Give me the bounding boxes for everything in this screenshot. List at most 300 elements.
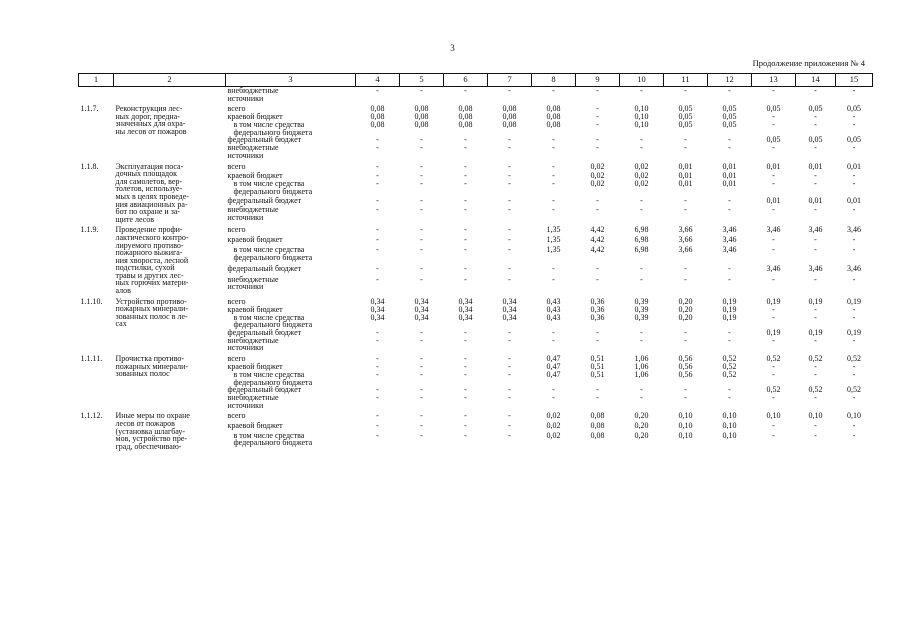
value-cell: 0,10 [634, 120, 649, 130]
value-cell: - [376, 225, 379, 235]
value-cell: - [376, 245, 379, 255]
item-name-line: пожарных минерали- [115, 304, 189, 314]
value-cell: - [376, 274, 379, 284]
value-cell: - [814, 245, 817, 255]
value-cell: - [464, 86, 467, 95]
funding-source [226, 276, 356, 295]
item-name-line: град, обеспечиваю- [115, 441, 182, 451]
item-name-line: алов [115, 286, 131, 296]
item-code [79, 87, 114, 103]
value-cell: - [814, 421, 817, 431]
funding-source [226, 144, 356, 159]
value-cell: - [772, 235, 775, 245]
value-cell: - [464, 362, 467, 372]
value-cell: - [728, 274, 731, 284]
value-cell: - [596, 135, 599, 145]
funding-source-line: федерального бюджета [233, 127, 313, 137]
funding-source-line: федерального бюджета [233, 377, 313, 387]
value-cell: 0,56 [678, 370, 693, 380]
value-cell: - [464, 205, 467, 215]
value-cell: 1,35 [546, 225, 561, 235]
value-cell: - [684, 327, 687, 337]
value-cell: 0,19 [722, 304, 737, 314]
value-cell: - [814, 143, 817, 153]
value-cell: 0,34 [414, 304, 429, 314]
value-cell: 0,08 [546, 120, 561, 130]
value-cell: - [376, 421, 379, 431]
value-cell: - [684, 196, 687, 206]
value-cell: - [814, 362, 817, 372]
value-cell: - [552, 264, 555, 274]
column-header-13: 13 [752, 74, 796, 87]
value-cell: 0,08 [590, 430, 605, 440]
item-code: 1.1.9. [80, 225, 99, 235]
value-cell: - [684, 335, 687, 345]
table-body [79, 87, 873, 454]
value-cell: 4,42 [590, 245, 605, 255]
value-cell: 0,05 [808, 104, 823, 114]
funding-source-line: внебюджетные [227, 205, 279, 215]
value-cell: - [508, 411, 511, 421]
value-cell: 0,08 [590, 421, 605, 431]
value-cell: 0,08 [414, 112, 429, 122]
value-cell: - [852, 235, 856, 245]
value-cell: 0,39 [634, 304, 649, 314]
value-cell: - [464, 170, 467, 180]
value-cell: 0,43 [546, 296, 561, 306]
value-cell: - [814, 179, 817, 189]
item-name [114, 87, 226, 103]
value-cell: - [814, 120, 817, 130]
funding-source-line: всего [227, 411, 246, 421]
value-cell: 3,46 [722, 225, 737, 235]
value-cell: - [508, 335, 511, 345]
value-cell: - [464, 385, 467, 395]
column-header-15: 15 [836, 74, 873, 87]
value-cell: 0,47 [546, 354, 561, 364]
item-name [114, 412, 226, 450]
value-cell: 0,36 [590, 304, 605, 314]
column-header-5: 5 [400, 74, 444, 87]
value-cell: - [552, 86, 555, 95]
item-name-line: пожарного выжига- [115, 248, 183, 258]
value-cell: - [376, 161, 379, 171]
value-cell: - [552, 393, 555, 403]
value-cell: - [464, 393, 467, 403]
value-cell: 0,05 [847, 104, 861, 114]
value-cell: - [420, 196, 423, 206]
table-row [79, 87, 873, 103]
funding-source-line: внебюджетные [227, 335, 279, 345]
funding-source-line: в том числе средства [233, 430, 305, 440]
value-cell: 0,05 [722, 112, 737, 122]
funding-source-line: внебюджетные [227, 143, 279, 153]
value-cell: - [640, 86, 643, 95]
column-header-3: 3 [226, 74, 356, 87]
column-header-6: 6 [444, 74, 488, 87]
value-cell: - [464, 235, 467, 245]
value-cell: - [596, 104, 599, 114]
item-name-line: подстилки, сухой [115, 263, 175, 273]
funding-source-line: краевой бюджет [227, 421, 283, 431]
value-cell: 0,08 [546, 104, 561, 114]
value-cell: 0,08 [414, 120, 429, 130]
item-name-line: дочных площадок [115, 169, 177, 179]
value-cell: - [772, 393, 775, 403]
item-code: 1.1.8. [80, 161, 99, 171]
value-cell: - [814, 170, 817, 180]
value-cell: 0,05 [678, 112, 693, 122]
item-name-line: ных горючих матери- [115, 278, 189, 288]
funding-source-line: источники [227, 282, 264, 292]
value-cell: - [420, 179, 423, 189]
value-cell: - [420, 370, 423, 380]
value-cell: - [814, 86, 817, 95]
funding-source [226, 371, 356, 386]
item-name-line: толетов, используе- [115, 184, 183, 194]
value-cell: - [772, 120, 775, 130]
item-name-line: лируемого противо- [115, 240, 184, 250]
value-cell: 0,08 [458, 120, 473, 130]
value-cell: 0,02 [634, 170, 649, 180]
value-cell: - [420, 411, 423, 421]
value-cell: - [420, 143, 423, 153]
column-header-7: 7 [488, 74, 532, 87]
item-name-line: Реконструкция лес- [115, 104, 183, 114]
value-cell: 0,02 [634, 161, 649, 171]
value-cell: 1,35 [546, 245, 561, 255]
value-cell: 0,52 [808, 354, 823, 364]
value-cell: - [772, 362, 775, 372]
value-cell: - [728, 196, 731, 206]
value-cell: - [728, 143, 731, 153]
value-cell: 0,52 [766, 385, 781, 395]
item-name-line: пожарных минерали- [115, 361, 189, 371]
value-cell: - [728, 86, 731, 95]
table-row [79, 226, 873, 236]
value-cell: - [640, 385, 643, 395]
value-cell: 0,01 [808, 161, 823, 171]
value-cell: 0,19 [766, 296, 781, 306]
funding-source-line: внебюджетные [227, 393, 279, 403]
value-cell: 0,34 [370, 304, 385, 314]
value-cell: 0,51 [590, 370, 605, 380]
funding-source-line: федерального бюджета [233, 438, 313, 448]
value-cell: - [814, 370, 817, 380]
item-name-line: ния хвороста, лесной [115, 255, 189, 265]
value-cell: 0,05 [722, 104, 737, 114]
value-cell: - [814, 312, 817, 322]
value-cell: 0,52 [722, 354, 737, 364]
value-cell: - [376, 205, 379, 215]
value-cell: 0,19 [722, 312, 737, 322]
value-cell: - [772, 179, 775, 189]
value-cell: - [508, 135, 511, 145]
value-cell: - [552, 161, 555, 171]
value-cell: - [728, 393, 731, 403]
value-cell: 0,01 [766, 196, 781, 206]
value-cell: 0,01 [766, 161, 781, 171]
funding-source [226, 121, 356, 136]
value-cell: - [596, 205, 599, 215]
value-cell: - [508, 196, 511, 206]
value-cell: 0,10 [678, 421, 693, 431]
value-cell: 0,19 [722, 296, 737, 306]
value-cell: - [376, 362, 379, 372]
value-cell: - [552, 170, 555, 180]
value-cell: - [852, 112, 856, 122]
value-cell: - [376, 143, 379, 153]
value-cell: 0,43 [546, 312, 561, 322]
value-cell: - [596, 86, 599, 95]
value-cell: 3,46 [766, 264, 781, 274]
value-cell: - [420, 161, 423, 171]
value-cell: - [508, 205, 511, 215]
value-cell: 0,05 [766, 135, 781, 145]
item-name-line: сах [115, 319, 127, 329]
value-cell: - [684, 143, 687, 153]
value-cell: - [596, 196, 599, 206]
value-cell: - [640, 264, 643, 274]
value-cell: 0,01 [678, 179, 693, 189]
item-name-line: мов, устройство пре- [115, 434, 188, 444]
value-cell: 1,35 [546, 235, 561, 245]
value-cell: 3,46 [722, 245, 737, 255]
value-cell: - [420, 205, 423, 215]
item-name [114, 298, 226, 352]
value-cell: 4,42 [590, 225, 605, 235]
value-cell: - [852, 421, 856, 431]
value-cell: 0,08 [590, 411, 605, 421]
value-cell: 0,01 [678, 161, 693, 171]
value-cell: - [640, 393, 643, 403]
value-cell: - [772, 245, 775, 255]
funding-source-line: краевой бюджет [227, 235, 283, 245]
value-cell: 0,34 [414, 296, 429, 306]
funding-source-line: источники [227, 150, 264, 160]
item-name-line: ных дорог, предна- [115, 111, 180, 121]
value-cell: 0,01 [847, 161, 861, 171]
value-cell: - [852, 274, 856, 284]
funding-source [226, 246, 356, 265]
value-cell: - [728, 335, 731, 345]
value-cell: 0,08 [502, 104, 517, 114]
value-cell: 0,10 [766, 411, 781, 421]
value-cell: - [814, 205, 817, 215]
value-cell: - [684, 264, 687, 274]
value-cell: 0,19 [808, 327, 823, 337]
value-cell: - [772, 274, 775, 284]
value-cell: - [772, 421, 775, 431]
value-cell: - [852, 393, 856, 403]
value-cell: 0,34 [414, 312, 429, 322]
value-cell: - [376, 179, 379, 189]
value-cell: - [684, 135, 687, 145]
value-cell: - [684, 86, 687, 95]
funding-source-line: краевой бюджет [227, 170, 283, 180]
value-cell: 0,34 [502, 312, 517, 322]
funding-source [226, 314, 356, 329]
item-name-line: Прочистка противо- [115, 354, 185, 364]
value-cell: 0,52 [722, 362, 737, 372]
value-cell: - [852, 179, 856, 189]
funding-source-line: внебюджетные [227, 86, 279, 95]
value-cell: - [852, 362, 856, 372]
value-cell: 3,66 [678, 225, 693, 235]
column-header-8: 8 [532, 74, 576, 87]
item-code: 1.1.12. [80, 411, 103, 421]
value-cell: - [420, 274, 423, 284]
value-cell: - [420, 235, 423, 245]
value-cell: 0,39 [634, 296, 649, 306]
value-cell: 0,01 [678, 170, 693, 180]
value-cell: - [852, 304, 856, 314]
value-cell: - [596, 327, 599, 337]
value-cell: - [728, 135, 731, 145]
funding-source-line: федерального бюджета [233, 320, 313, 330]
value-cell: - [552, 135, 555, 145]
value-cell: 0,08 [370, 112, 385, 122]
value-cell: - [376, 135, 379, 145]
funding-source-line: краевой бюджет [227, 304, 283, 314]
value-cell: 6,98 [634, 245, 649, 255]
value-cell: 0,34 [502, 296, 517, 306]
funding-source-line: в том числе средства [233, 370, 305, 380]
value-cell: - [814, 430, 817, 440]
funding-source-line: всего [227, 161, 246, 171]
value-cell: - [852, 245, 856, 255]
value-cell: 0,08 [370, 120, 385, 130]
value-cell: - [552, 179, 555, 189]
value-cell: - [772, 143, 775, 153]
value-cell: - [420, 327, 423, 337]
table-row [79, 105, 873, 113]
funding-source-line: источники [227, 400, 264, 410]
value-cell: - [552, 327, 555, 337]
value-cell: 0,02 [590, 170, 605, 180]
value-cell: - [596, 385, 599, 395]
value-cell: - [508, 143, 511, 153]
value-cell: - [814, 393, 817, 403]
item-name-line: для самолетов, вер- [115, 176, 183, 186]
value-cell: - [772, 86, 775, 95]
value-cell: 0,10 [634, 104, 649, 114]
item-name-line: лактического контро- [115, 232, 189, 242]
value-cell: - [420, 335, 423, 345]
section-spacer [79, 450, 873, 453]
continuation-note: Продолжение приложения № 4 [752, 58, 865, 68]
value-cell: 0,20 [634, 421, 649, 431]
value-cell: 3,46 [847, 225, 861, 235]
page-number: 3 [450, 43, 455, 53]
item-name [114, 226, 226, 294]
value-cell: - [464, 264, 467, 274]
value-cell: 0,02 [546, 421, 561, 431]
value-cell: - [420, 430, 423, 440]
funding-source [226, 432, 356, 451]
value-cell: 0,08 [458, 112, 473, 122]
value-cell: - [464, 179, 467, 189]
value-cell: 0,10 [847, 411, 861, 421]
value-cell: - [640, 143, 643, 153]
table-row [79, 298, 873, 306]
value-cell: 0,19 [847, 296, 861, 306]
value-cell: 3,46 [808, 264, 823, 274]
value-cell: - [552, 335, 555, 345]
value-cell: 0,52 [722, 370, 737, 380]
funding-source-line: федерального бюджета [233, 253, 313, 262]
value-cell: - [464, 225, 467, 235]
table-row [79, 412, 873, 422]
value-cell: 3,66 [678, 245, 693, 255]
value-cell: - [814, 274, 817, 284]
value-cell: - [852, 143, 856, 153]
value-cell: 0,10 [722, 411, 737, 421]
value-cell: 0,05 [722, 120, 737, 130]
value-cell: - [464, 430, 467, 440]
value-cell: - [508, 430, 511, 440]
item-name-line: ны лесов от пожаров [115, 126, 187, 136]
funding-source-line: в том числе средства [233, 312, 305, 322]
funding-source [226, 394, 356, 409]
value-cell: - [464, 274, 467, 284]
item-code: 1.1.10. [80, 296, 103, 306]
column-header-14: 14 [796, 74, 836, 87]
value-cell: 0,36 [590, 296, 605, 306]
value-cell: - [376, 430, 379, 440]
value-cell: - [376, 235, 379, 245]
value-cell: - [596, 264, 599, 274]
value-cell: 0,08 [502, 120, 517, 130]
value-cell: - [376, 327, 379, 337]
value-cell: - [852, 120, 856, 130]
item-name [114, 355, 226, 409]
funding-source [226, 87, 356, 103]
value-cell: 0,34 [370, 312, 385, 322]
value-cell: 0,56 [678, 354, 693, 364]
value-cell: - [420, 385, 423, 395]
value-cell: - [772, 370, 775, 380]
value-cell: - [464, 245, 467, 255]
funding-source-line: краевой бюджет [227, 112, 283, 122]
value-cell: - [814, 112, 817, 122]
value-cell: - [640, 274, 643, 284]
value-cell: 0,05 [808, 135, 823, 145]
value-cell: - [508, 179, 511, 189]
value-cell: - [508, 161, 511, 171]
value-cell: - [508, 354, 511, 364]
value-cell: 0,10 [678, 430, 693, 440]
funding-source-line: внебюджетные [227, 274, 279, 284]
value-cell: - [420, 421, 423, 431]
table-row [79, 163, 873, 172]
value-cell: - [852, 205, 856, 215]
value-cell: - [728, 205, 731, 215]
value-cell: - [420, 362, 423, 372]
value-cell: - [420, 264, 423, 274]
value-cell: 0,05 [678, 120, 693, 130]
item-name [114, 163, 226, 224]
funding-source [226, 180, 356, 197]
value-cell: - [508, 170, 511, 180]
value-cell: - [640, 327, 643, 337]
value-cell: - [464, 370, 467, 380]
item-name-line: бот по охране и за- [115, 207, 181, 217]
value-cell: - [508, 393, 511, 403]
value-cell: 0,20 [634, 430, 649, 440]
value-cell: 0,51 [590, 362, 605, 372]
value-cell: - [420, 170, 423, 180]
